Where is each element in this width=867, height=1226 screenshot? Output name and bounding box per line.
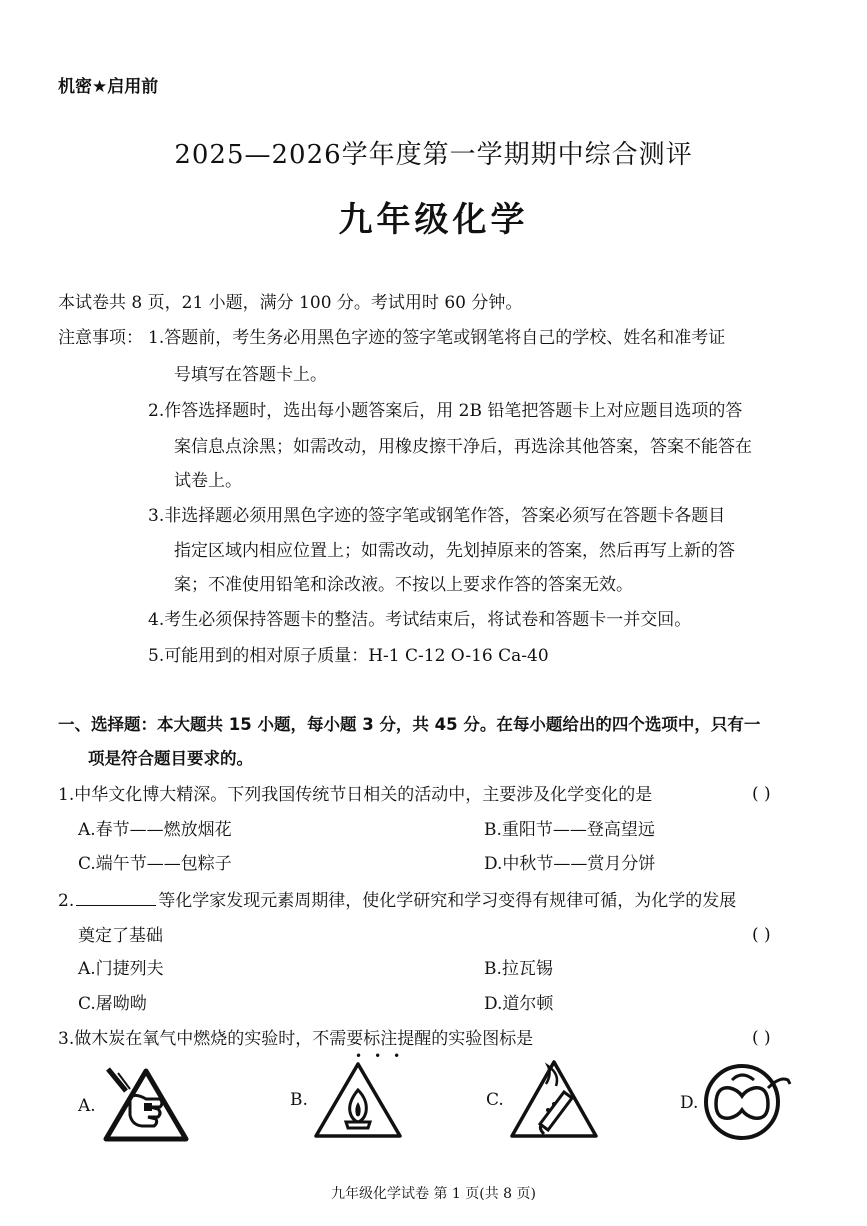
q2-stem-line-2: 奠定了基础 (78, 926, 163, 946)
q3-stem: 3.做木炭在氧气中燃烧的实验时，不需要标注提醒的实验图标是 (58, 1029, 534, 1049)
confidential-label: 机密★启用前 (58, 77, 159, 97)
q2-number: 2. (58, 891, 75, 911)
notes-label: 注意事项： (58, 328, 143, 348)
q2-option-d: D.道尔顿 (484, 994, 554, 1014)
note-2-line-1: 2.作答选择题时，选出每小题答案后，用 2B 铅笔把答题卡上对应题目选项的答 (148, 401, 743, 421)
note-3-line-2: 指定区域内相应位置上；如需改动，先划掉原来的答案，然后再写上新的答 (174, 541, 735, 561)
q1-option-b: B.重阳节——登高望远 (484, 820, 655, 840)
q3-emphasis-dots: ••• (355, 1049, 413, 1063)
goggles-icon (702, 1058, 794, 1142)
q2-stem (58, 889, 736, 912)
q2-option-c: C.屠呦呦 (78, 994, 147, 1014)
note-2-line-2: 案信息点涂黑；如需改动，用橡皮擦干净后，再选涂其他答案，答案不能答在 (174, 437, 752, 457)
q2-answer-paren: ( ) (752, 925, 771, 945)
q3-option-a-label: A. (78, 1096, 96, 1116)
subject-title: 九年级化学 (338, 200, 529, 240)
note-4: 4.考生必须保持答题卡的整洁。考试结束后，将试卷和答题卡一并交回。 (148, 610, 692, 630)
page-footer: 九年级化学试卷 第 1 页(共 8 页) (331, 1186, 536, 1202)
q3-answer-paren: ( ) (752, 1028, 771, 1048)
note-1-line-1: 1.答题前，考生务必用黑色字迹的签字笔或钢笔将自己的学校、姓名和准考证 (148, 328, 726, 348)
q2-blank (76, 889, 156, 906)
exam-intro: 本试卷共 8 页，21 小题，满分 100 分。考试用时 60 分钟。 (58, 293, 523, 313)
flame-icon (312, 1060, 404, 1140)
q3-option-c-label: C. (486, 1090, 504, 1110)
exam-title: 2025—2026学年度第一学期期中综合测评 (174, 140, 693, 170)
q1-answer-paren: ( ) (752, 784, 771, 804)
q1-option-c: C.端午节——包粽子 (78, 854, 232, 874)
note-3-line-1: 3.非选择题必须用黑色字迹的签字笔或钢笔作答，答案必须写在答题卡各题目 (148, 506, 726, 526)
q1-option-a: A.春节——燃放烟花 (78, 820, 232, 840)
q1-option-d: D.中秋节——赏月分饼 (484, 854, 656, 874)
note-2-line-3: 试卷上。 (174, 471, 242, 491)
note-5: 5.可能用到的相对原子质量：H-1 C-12 O-16 Ca-40 (148, 646, 549, 666)
q2-stem-text: 等化学家发现元素周期律，使化学研究和学习变得有规律可循，为化学的发展 (158, 891, 737, 911)
note-3-line-3: 案；不准使用铅笔和涂改液。不按以上要求作答的答案无效。 (174, 575, 633, 595)
section-1-heading: 一、选择题：本大题共 15 小题，每小题 3 分，共 45 分。在每小题给出的四个选项中，只有一 (58, 715, 761, 734)
q3-option-b-label: B. (290, 1090, 308, 1110)
hot-object-icon (508, 1058, 600, 1142)
section-1-heading-line-2: 项是符合题目要求的。 (88, 749, 253, 768)
q1-stem: 1.中华文化博大精深。下列我国传统节日相关的活动中，主要涉及化学变化的是 (58, 785, 653, 805)
q2-option-b: B.拉瓦锡 (484, 959, 553, 979)
q2-option-a: A.门捷列夫 (78, 959, 164, 979)
hand-safety-icon (100, 1065, 192, 1145)
q3-option-d-label: D. (680, 1093, 699, 1113)
note-1-line-2: 号填写在答题卡上。 (174, 365, 327, 385)
